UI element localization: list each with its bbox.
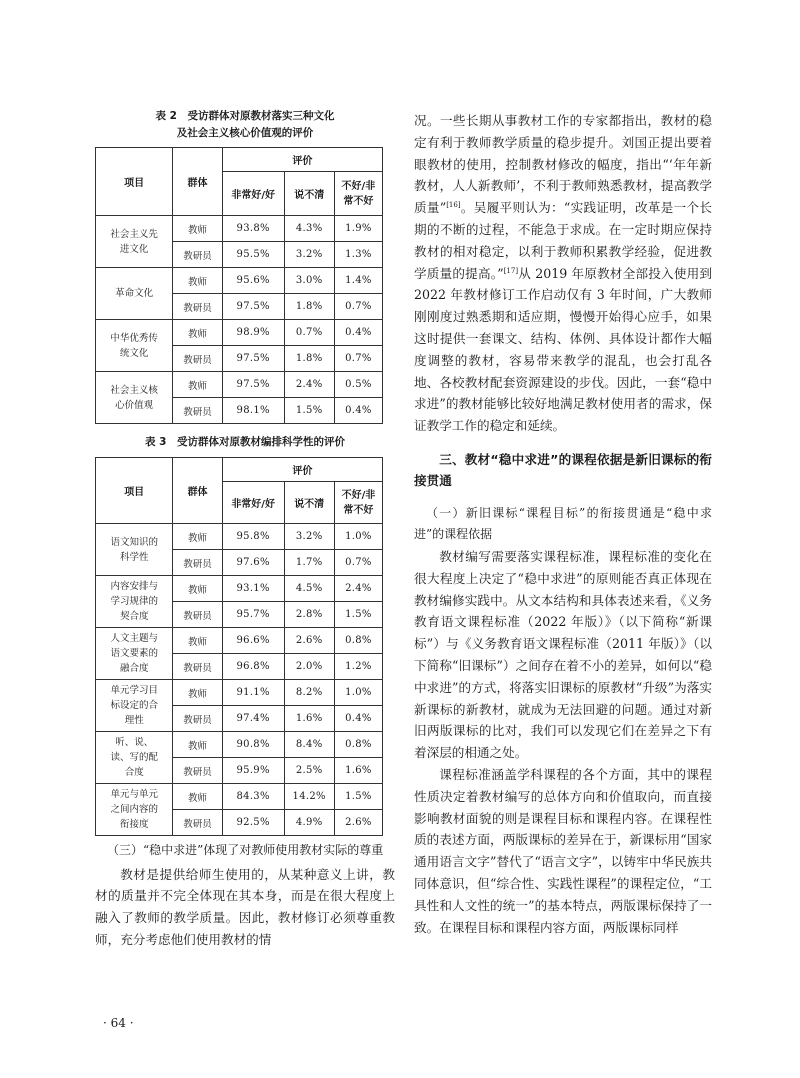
section-3-title: 三、教材“稳中求进”的课程依据是新旧课标的衔接贯通 <box>414 451 712 488</box>
row-group: 教研员 <box>173 346 223 372</box>
row-group: 教研员 <box>173 602 222 628</box>
row-group: 教师 <box>173 320 223 346</box>
row-value: 0.5% <box>334 372 382 398</box>
table-row <box>96 268 383 294</box>
row-group: 教研员 <box>173 758 222 784</box>
page-number: · 64 · <box>103 1016 134 1030</box>
row-value: 1.2% <box>334 654 382 680</box>
table3-head-group: 群体 <box>173 458 222 524</box>
row-group: 教研员 <box>173 654 222 680</box>
citation-16: [16] <box>446 201 461 209</box>
row-category: 社会主义先进文化 <box>96 216 173 268</box>
table-row <box>96 320 383 346</box>
row-value: 1.0% <box>334 524 382 550</box>
row-category: 语文知识的科学性 <box>96 524 173 576</box>
table2-head-c2: 说不清 <box>284 172 334 216</box>
table3-head-eval: 评价 <box>222 458 382 482</box>
row-value: 1.6% <box>284 706 334 732</box>
row-value: 1.5% <box>284 398 334 424</box>
row-category: 听、说、读、写的配合度 <box>96 732 173 784</box>
row-value: 4.5% <box>284 576 334 602</box>
row-value: 0.8% <box>334 628 382 654</box>
row-value: 0.4% <box>334 320 382 346</box>
table2 <box>95 147 383 424</box>
table-row <box>96 784 383 810</box>
row-group: 教师 <box>173 576 222 602</box>
row-value: 0.4% <box>334 398 382 424</box>
row-category: 单元与单元之间内容的衔接度 <box>96 784 173 836</box>
table-row <box>96 576 383 602</box>
table2-head-group: 群体 <box>173 148 223 216</box>
row-category: 社会主义核心价值观 <box>96 372 173 424</box>
table-row <box>96 372 383 398</box>
table2-caption: 表 2 受访群体对原教材落实三种文化 及社会主义核心价值观的评价 <box>155 110 335 139</box>
left-column <box>95 110 395 951</box>
row-value: 2.5% <box>284 758 334 784</box>
table3-head-c3: 不好/非 常不好 <box>334 482 382 524</box>
row-value: 95.9% <box>222 758 284 784</box>
row-value: 84.3% <box>222 784 284 810</box>
row-value: 1.7% <box>284 550 334 576</box>
row-category: 单元学习目标设定的合理性 <box>96 680 173 732</box>
table3-head-c2: 说不清 <box>284 482 334 524</box>
row-value: 96.6% <box>222 628 284 654</box>
row-value: 8.2% <box>284 680 334 706</box>
row-value: 1.8% <box>284 294 334 320</box>
row-value: 1.5% <box>334 602 382 628</box>
row-value: 2.4% <box>334 576 382 602</box>
row-value: 14.2% <box>284 784 334 810</box>
subsection-1-title: （一）新旧课标“课程目标”的衔接贯通是“稳中求进”的课程依据 <box>414 505 712 542</box>
row-value: 4.9% <box>284 810 334 836</box>
row-value: 90.8% <box>222 732 284 758</box>
table3-head-item: 项目 <box>96 458 173 524</box>
left-paragraph: 教材是提供给师生使用的，从某种意义上讲，教材的质量并不完全体现在其本身，而是在很大程度上融入了教师的教学质量。因此，教材修订必须尊重教师，充分考虑他们使用教材的情 <box>95 866 395 947</box>
row-value: 95.8% <box>222 524 284 550</box>
right-paragraph-1: 况。一些长期从事教材工作的专家都指出，教材的稳定有利于教师教学质量的稳步提升。刘国正提出要着眼教材的使用，控制教材修改的幅度，指出“‘年年新教材，人人新教师’，不利于教师熟悉教材，提高教学质量”[16]。吴履平则认为：“实践证明，改革是一个长期的不断的过程，不能急于求成。在一定时期应保持教材的相对稳定，以利于教师积累教学经验，促进教学质量的提高。”[17]从 2019 年原教材全部投入使用到 2022 年教材修订工作启动仅有 3 年时间，广大教师刚刚度过熟悉期和适应期，慢慢开始得心应手，如果这时提供一套课文、结构、体例、具体设计都作大幅度调整的教材，容易带来教学的混乱，也会打乱各地、各校教材配套资源建设的步伐。因此，一套“稳中求进”的教材能够比较好地满足教材使用者的需求，保证教学工作的稳定和延续。 <box>414 113 713 434</box>
row-value: 93.1% <box>222 576 284 602</box>
row-category: 人文主题与语文要素的融合度 <box>96 628 173 680</box>
row-value: 1.3% <box>334 242 382 268</box>
row-group: 教师 <box>173 680 222 706</box>
table-row <box>96 628 383 654</box>
row-value: 2.4% <box>284 372 334 398</box>
row-value: 3.2% <box>284 242 334 268</box>
row-value: 4.3% <box>284 216 334 242</box>
row-value: 8.4% <box>284 732 334 758</box>
row-value: 2.6% <box>334 810 382 836</box>
row-value: 2.6% <box>284 628 334 654</box>
row-value: 97.5% <box>222 294 284 320</box>
right-paragraph-2: 教材编写需要落实课程标准，课程标准的变化在很大程度上决定了“稳中求进”的原则能否真正体现在教材编修实践中。从文本结构和具体表述来看，《义务教育语文课程标准（2022 年版）》（以下简称“新课标”）与《义务教育语文课程标准（2011 年版）》（以下简称“旧课标”）之间存在着不小的差异，如何以“稳中求进”的方式，将落实旧课标的原教材“升级”为落实新课标的新教材，就成为无法回避的问题。通过对新旧两版课标的比对，我们可以发现它们在差异之下有着深层的相通之处。 <box>414 548 712 761</box>
row-value: 3.0% <box>284 268 334 294</box>
row-value: 93.8% <box>222 216 284 242</box>
row-category: 中华优秀传统文化 <box>96 320 173 372</box>
row-value: 3.2% <box>284 524 334 550</box>
row-value: 97.5% <box>222 372 284 398</box>
row-category: 内容安排与学习规律的契合度 <box>96 576 173 628</box>
row-group: 教师 <box>173 268 223 294</box>
row-value: 98.1% <box>222 398 284 424</box>
row-group: 教研员 <box>173 294 223 320</box>
row-value: 91.1% <box>222 680 284 706</box>
table3-caption: 表 3 受访群体对原教材编排科学性的评价 <box>145 436 345 448</box>
row-group: 教师 <box>173 524 222 550</box>
table2-head-eval: 评价 <box>222 148 382 172</box>
row-group: 教师 <box>173 628 222 654</box>
left-section-heading: （三）“稳中求进”体现了对教师使用教材实际的尊重 <box>107 843 384 857</box>
row-group: 教师 <box>173 372 223 398</box>
table2-head-c3: 不好/非 常不好 <box>334 172 382 216</box>
row-group: 教研员 <box>173 242 223 268</box>
row-value: 2.0% <box>284 654 334 680</box>
row-value: 0.7% <box>284 320 334 346</box>
right-paragraph-3: 课程标准涵盖学科课程的各个方面，其中的课程性质决定着教材编写的总体方向和价值取向，而直接影响教材面貌的则是课程目标和课程内容。在课程性质的表述方面，两版课标的差异在于，新课标用“国家通用语言文字”替代了“语言文字”，以铸牢中华民族共同体意识，但“综合性、实践性课程”的课程定位，“工具性和人文性的统一”的基本特点，两版课标保持了一致。在课程目标和课程内容方面，两版课标同样 <box>414 766 712 935</box>
row-value: 2.8% <box>284 602 334 628</box>
row-value: 97.5% <box>222 346 284 372</box>
row-value: 1.5% <box>334 784 382 810</box>
table-row <box>96 732 383 758</box>
row-value: 1.0% <box>334 680 382 706</box>
row-value: 95.7% <box>222 602 284 628</box>
row-value: 0.8% <box>334 732 382 758</box>
table2-head-item: 项目 <box>96 148 173 216</box>
row-value: 98.9% <box>222 320 284 346</box>
row-value: 97.4% <box>222 706 284 732</box>
table-row <box>96 680 383 706</box>
table2-head-c1: 非常好/好 <box>222 172 284 216</box>
row-value: 92.5% <box>222 810 284 836</box>
row-value: 96.8% <box>222 654 284 680</box>
row-value: 1.9% <box>334 216 382 242</box>
row-group: 教研员 <box>173 706 222 732</box>
row-value: 0.7% <box>334 550 382 576</box>
row-value: 0.7% <box>334 346 382 372</box>
row-value: 95.5% <box>222 242 284 268</box>
table-row <box>96 524 383 550</box>
row-group: 教师 <box>173 732 222 758</box>
row-value: 1.6% <box>334 758 382 784</box>
table3 <box>95 457 383 836</box>
table-row <box>96 216 383 242</box>
right-column <box>414 110 712 938</box>
row-group: 教师 <box>173 216 223 242</box>
row-value: 0.7% <box>334 294 382 320</box>
row-value: 0.4% <box>334 706 382 732</box>
row-value: 1.4% <box>334 268 382 294</box>
row-category: 革命文化 <box>96 268 173 320</box>
citation-17: [17] <box>503 266 519 275</box>
row-group: 教研员 <box>173 398 223 424</box>
row-group: 教研员 <box>173 810 222 836</box>
row-value: 97.6% <box>222 550 284 576</box>
table3-head-c1: 非常好/好 <box>222 482 284 524</box>
row-value: 95.6% <box>222 268 284 294</box>
row-group: 教研员 <box>173 550 222 576</box>
row-group: 教师 <box>173 784 222 810</box>
row-value: 1.8% <box>284 346 334 372</box>
